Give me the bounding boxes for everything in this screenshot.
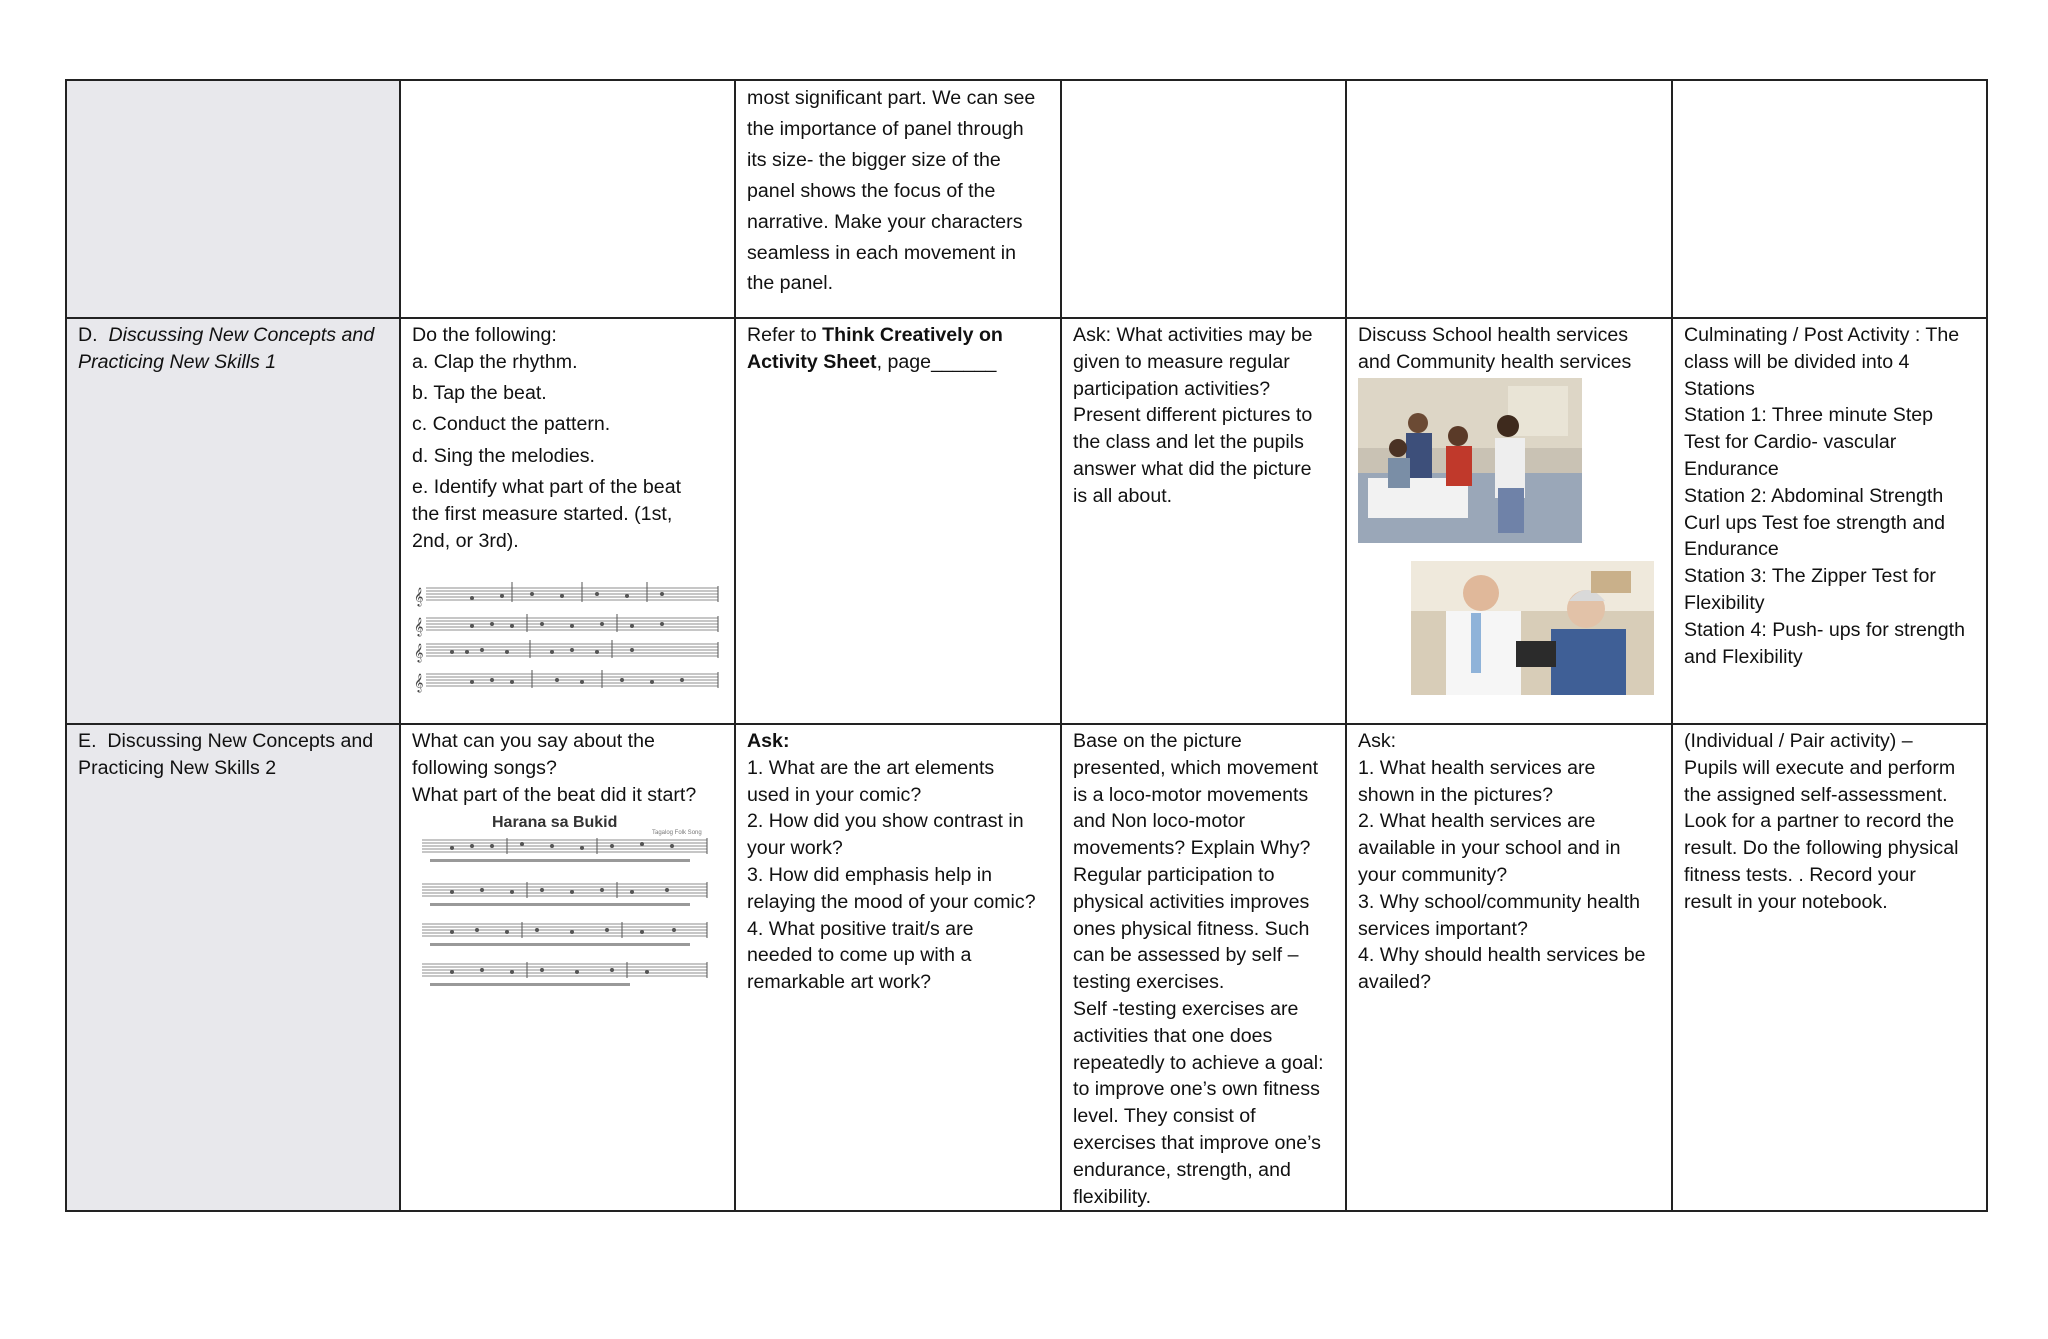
instruction-item: 2nd, or 3rd). xyxy=(412,529,519,552)
text-line: Station 4: Push- ups for strength xyxy=(1684,618,1965,641)
text-line: result. Do the following physical xyxy=(1684,837,1959,860)
instruction-item: c. Conduct the pattern. xyxy=(412,413,611,436)
row-d-label xyxy=(78,322,388,349)
text-line: Flexibility xyxy=(1684,591,1765,614)
text-line: movements? Explain Why? xyxy=(1073,837,1311,860)
text-line: repeatedly to achieve a goal: xyxy=(1073,1051,1324,1074)
row-c-fitness-cell xyxy=(1672,80,1987,318)
text-line: and Non loco-motor xyxy=(1073,810,1246,833)
text-line: Test for Cardio- vascular xyxy=(1684,431,1897,454)
text-line: and Flexibility xyxy=(1684,645,1803,668)
svg-text:𝄞: 𝄞 xyxy=(414,643,424,663)
text-line: Self -testing exercises are xyxy=(1073,997,1299,1020)
instruction-item: b. Tap the beat. xyxy=(412,382,547,405)
text-line: activities that one does xyxy=(1073,1024,1273,1047)
song-title: Harana sa Bukid xyxy=(492,814,618,832)
text-line: ones physical fitness. Such xyxy=(1073,917,1310,940)
text-line: 2. What health services are xyxy=(1358,810,1596,833)
row-c-music-cell xyxy=(400,80,735,318)
svg-text:𝄞: 𝄞 xyxy=(414,587,424,607)
row-d-pe-cell xyxy=(1061,318,1346,724)
text-line: most significant part. We can see xyxy=(747,87,1036,109)
instruction-item: e. Identify what part of the beat xyxy=(412,475,682,498)
text-line: participation activities? xyxy=(1073,377,1271,400)
row-e-music-cell xyxy=(400,724,735,1211)
row-d-health-cell xyxy=(1346,318,1672,724)
text-line: following songs? xyxy=(412,756,557,779)
text-line: Station 2: Abdominal Strength xyxy=(1684,484,1944,507)
instruction-item: the first measure started. (1st, xyxy=(412,502,673,525)
text-line: Present different pictures to xyxy=(1073,404,1313,427)
text-line: Look for a partner to record the xyxy=(1684,810,1955,833)
text-line: Stations xyxy=(1684,377,1755,400)
text-line: panel shows the focus of the xyxy=(747,179,996,202)
row-d-fitness-cell xyxy=(1672,318,1987,724)
arts-instruction xyxy=(747,322,1049,349)
text-line: remarkable art work? xyxy=(747,971,932,994)
text-line: Station 1: Three minute Step xyxy=(1684,404,1934,427)
svg-text:𝄞: 𝄞 xyxy=(414,617,424,637)
text-line: Endurance xyxy=(1684,538,1779,561)
doctor-checkup-photo xyxy=(1411,561,1654,695)
text-line: given to measure regular xyxy=(1073,350,1290,373)
music-score-harana-sa-bukid xyxy=(412,812,712,1012)
text-line: can be assessed by self – xyxy=(1073,944,1299,967)
text-line: Endurance xyxy=(1684,457,1779,480)
svg-text:𝄞: 𝄞 xyxy=(414,673,424,693)
text-line: used in your comic? xyxy=(747,783,922,806)
text-line: relaying the mood of your comic? xyxy=(747,890,1036,913)
text-line: is a loco-motor movements xyxy=(1073,783,1309,806)
text-line: endurance, strength, and xyxy=(1073,1158,1291,1181)
text-line: level. They consist of xyxy=(1073,1105,1256,1128)
label-line: E. Discussing New Concepts and xyxy=(78,730,374,752)
label-line: Discussing New Concepts and xyxy=(108,324,375,346)
school-clinic-photo xyxy=(1358,378,1582,543)
text-line: presented, which movement xyxy=(1073,756,1319,779)
text-line: 4. What positive trait/s are xyxy=(747,917,974,940)
text-line: the importance of panel through xyxy=(747,117,1024,140)
row-e-health-cell xyxy=(1346,724,1672,1211)
row-e-arts-cell xyxy=(735,724,1061,1211)
row-c-pe-cell xyxy=(1061,80,1346,318)
arts-pre: Refer to xyxy=(747,324,823,346)
text-line: class will be divided into 4 xyxy=(1684,350,1910,373)
text-line: your work? xyxy=(747,837,843,860)
text-line: available in your school and in xyxy=(1358,837,1621,860)
text-line: narrative. Make your characters xyxy=(747,210,1023,233)
text-line: to improve one’s own fitness xyxy=(1073,1078,1320,1101)
text-line: your community? xyxy=(1358,863,1508,886)
text-line: exercises that improve one’s xyxy=(1073,1131,1321,1154)
music-score-rhythm xyxy=(412,580,722,700)
text-line: seamless in each movement in xyxy=(747,241,1016,264)
row-d xyxy=(66,318,1987,724)
text-line: Curl ups Test foe strength and xyxy=(1684,511,1946,534)
text-line: Pupils will execute and perform xyxy=(1684,756,1956,779)
text-line: shown in the pictures? xyxy=(1358,783,1553,806)
row-c-arts-cell xyxy=(735,80,1061,318)
instruction-intro: Do the following: xyxy=(412,324,557,346)
row-e-fitness-cell xyxy=(1672,724,1987,1211)
text-line: is all about. xyxy=(1073,484,1173,507)
row-d-music-cell xyxy=(400,318,735,724)
text-line: the class and let the pupils xyxy=(1073,431,1304,454)
text-line: the assigned self-assessment. xyxy=(1684,783,1948,806)
text-line: What can you say about the xyxy=(412,730,655,752)
text-line: its size- the bigger size of the xyxy=(747,148,1001,171)
text-line: 2. How did you show contrast in xyxy=(747,810,1024,833)
row-e-pe-cell xyxy=(1061,724,1346,1211)
label-line: Practicing New Skills 2 xyxy=(78,756,277,779)
instruction-item: d. Sing the melodies. xyxy=(412,444,595,467)
row-e-label-cell xyxy=(66,724,400,1211)
text-line: 1. What health services are xyxy=(1358,756,1596,779)
text-line: 3. Why school/community health xyxy=(1358,890,1641,913)
row-d-arts-cell xyxy=(735,318,1061,724)
text-line: (Individual / Pair activity) – xyxy=(1684,730,1913,752)
text-line: 1. What are the art elements xyxy=(747,756,995,779)
arts-post: , page______ xyxy=(876,350,997,373)
text-line: flexibility. xyxy=(1073,1185,1152,1208)
text-line: the panel. xyxy=(747,272,834,295)
arts-bold-2: Activity Sheet xyxy=(747,350,877,373)
text-line: 3. How did emphasis help in xyxy=(747,863,993,886)
text-line: Base on the picture xyxy=(1073,730,1242,752)
arts-heading: Ask: xyxy=(747,730,790,752)
text-line: result in your notebook. xyxy=(1684,890,1888,913)
label-prefix: D. xyxy=(78,324,109,346)
text-line: Ask: xyxy=(1358,730,1397,752)
text-line: needed to come up with a xyxy=(747,944,972,967)
text-line: Station 3: The Zipper Test for xyxy=(1684,565,1936,588)
text-line: What part of the beat did it start? xyxy=(412,783,697,806)
instruction-item: a. Clap the rhythm. xyxy=(412,350,578,373)
row-d-label-cell xyxy=(66,318,400,724)
text-line: and Community health services xyxy=(1358,350,1632,373)
row-e xyxy=(66,724,1987,1211)
text-line: physical activities improves xyxy=(1073,890,1310,913)
row-c xyxy=(66,80,1987,318)
row-c-label-cell xyxy=(66,80,400,318)
row-c-health-cell xyxy=(1346,80,1672,318)
text-line: Regular participation to xyxy=(1073,863,1275,886)
text-line: 4. Why should health services be xyxy=(1358,944,1646,967)
arts-bold-1: Think Creatively on xyxy=(822,324,1003,346)
text-line: Ask: What activities may be xyxy=(1073,324,1313,346)
arts-instruction-line-2 xyxy=(747,349,1049,376)
text-line: Discuss School health services xyxy=(1358,324,1629,346)
song-note: Tagalog Folk Song xyxy=(652,830,702,837)
label-line: Practicing New Skills 1 xyxy=(78,350,277,373)
lesson-plan-table xyxy=(65,79,1988,1212)
text-line: availed? xyxy=(1358,971,1431,994)
text-line: services important? xyxy=(1358,917,1528,940)
text-line: testing exercises. xyxy=(1073,971,1225,994)
text-line: answer what did the picture xyxy=(1073,457,1312,480)
text-line: fitness tests. . Record your xyxy=(1684,863,1916,886)
text-line: Culminating / Post Activity : The xyxy=(1684,324,1960,346)
